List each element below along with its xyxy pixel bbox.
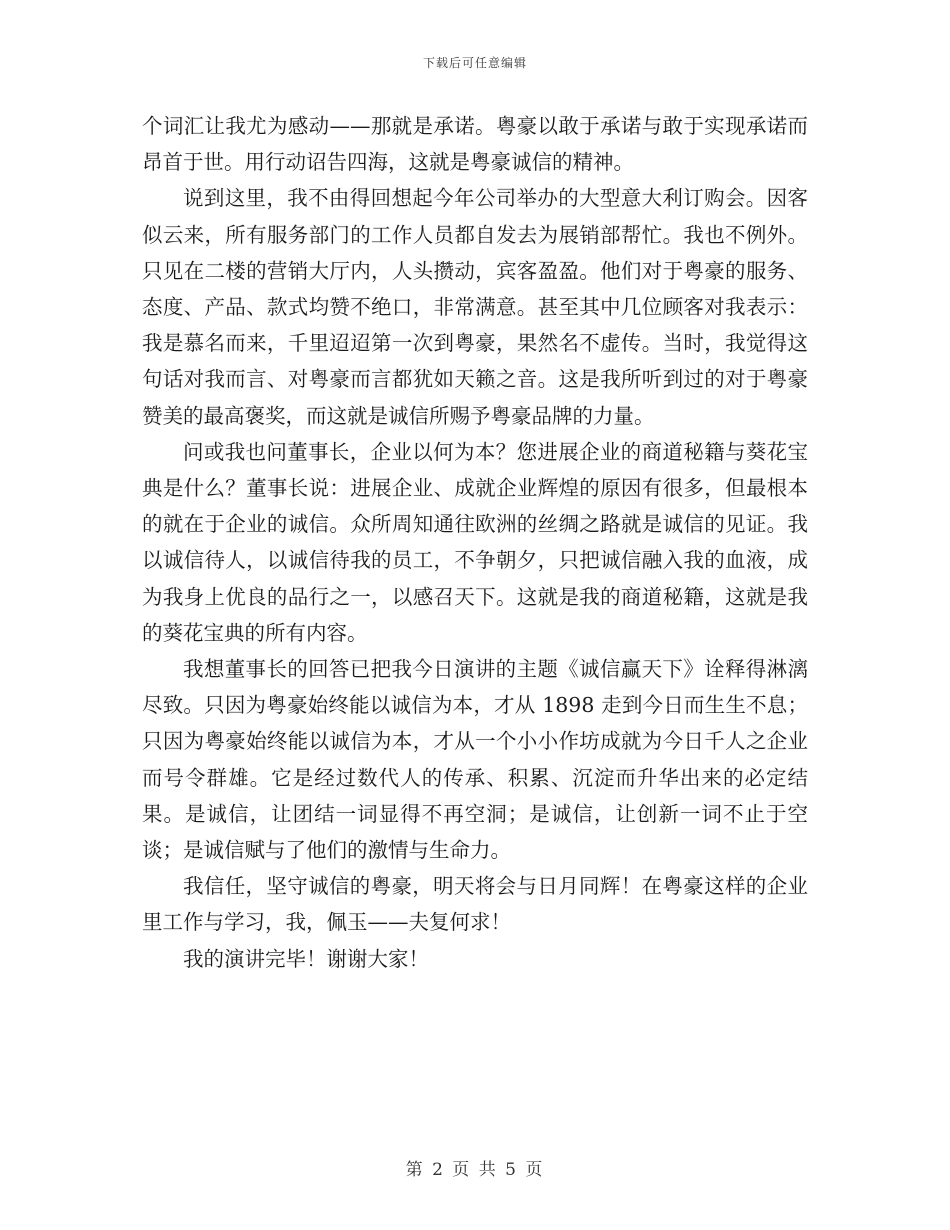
paragraph-5: 我信任，坚守诚信的粤豪，明天将会与日月同辉！在粤豪这样的企业里工作与学习，我，佩玉——夫复何求！ — [142, 874, 808, 935]
paragraph-2: 说到这里，我不由得回想起今年公司举办的大型意大利订购会。因客似云来，所有服务部门的工作人员都自发去为展销部帮忙。我也不例外。只见在二楼的营销大厅内，人头攒动，宾客盈盈。他们对于粤豪的服务、态度、产品、款式均赞不绝口，非常满意。甚至其中几位顾客对我表示：我是慕名而来，千里迢迢第一次到粤豪，果然名不虚传。当时，我觉得这句话对我而言、对粤豪而言都犹如天籁之音。这是我所听到过的对于粤豪赞美的最高褒奖，而这就是诚信所赐予粤豪品牌的力量。 — [142, 186, 808, 428]
page-number-footer: 第 2 页 共 5 页 — [405, 1160, 545, 1180]
page-header: 下载后可任意编辑 — [422, 56, 527, 70]
paragraph-1: 个词汇让我尤为感动——那就是承诺。粤豪以敢于承诺与敢于实现承诺而昂首于世。用行动诏告四海，这就是粤豪诚信的精神。 — [142, 114, 808, 175]
paragraph-4: 我想董事长的回答已把我今日演讲的主题《诚信赢天下》诠释得淋漓尽致。只因为粤豪始终能以诚信为本，才从 1898 走到今日而生生不息；只因为粤豪始终能以诚信为本，才从一个小小作坊成就为今日千人之企业而号令群雄。它是经过数代人的传承、积累、沉淀而升华出来的必定结果。是诚信，让团结一词显得不再空洞；是诚信，让创新一词不止于空谈；是诚信赋与了他们的激情与生命力。 — [142, 657, 808, 863]
paragraph-3: 问或我也问董事长，企业以何为本？您进展企业的商道秘籍与葵花宝典是什么？董事长说：进展企业、成就企业辉煌的原因有很多，但最根本的就在于企业的诚信。众所周知通往欧洲的丝绸之路就是诚信的见证。我以诚信待人，以诚信待我的员工，不争朝夕，只把诚信融入我的血液，成为我身上优良的品行之一，以感召天下。这就是我的商道秘籍，这就是我的葵花宝典的所有内容。 — [142, 439, 808, 645]
document-body — [142, 108, 808, 977]
paragraph-6: 我的演讲完毕！谢谢大家！ — [183, 946, 429, 971]
